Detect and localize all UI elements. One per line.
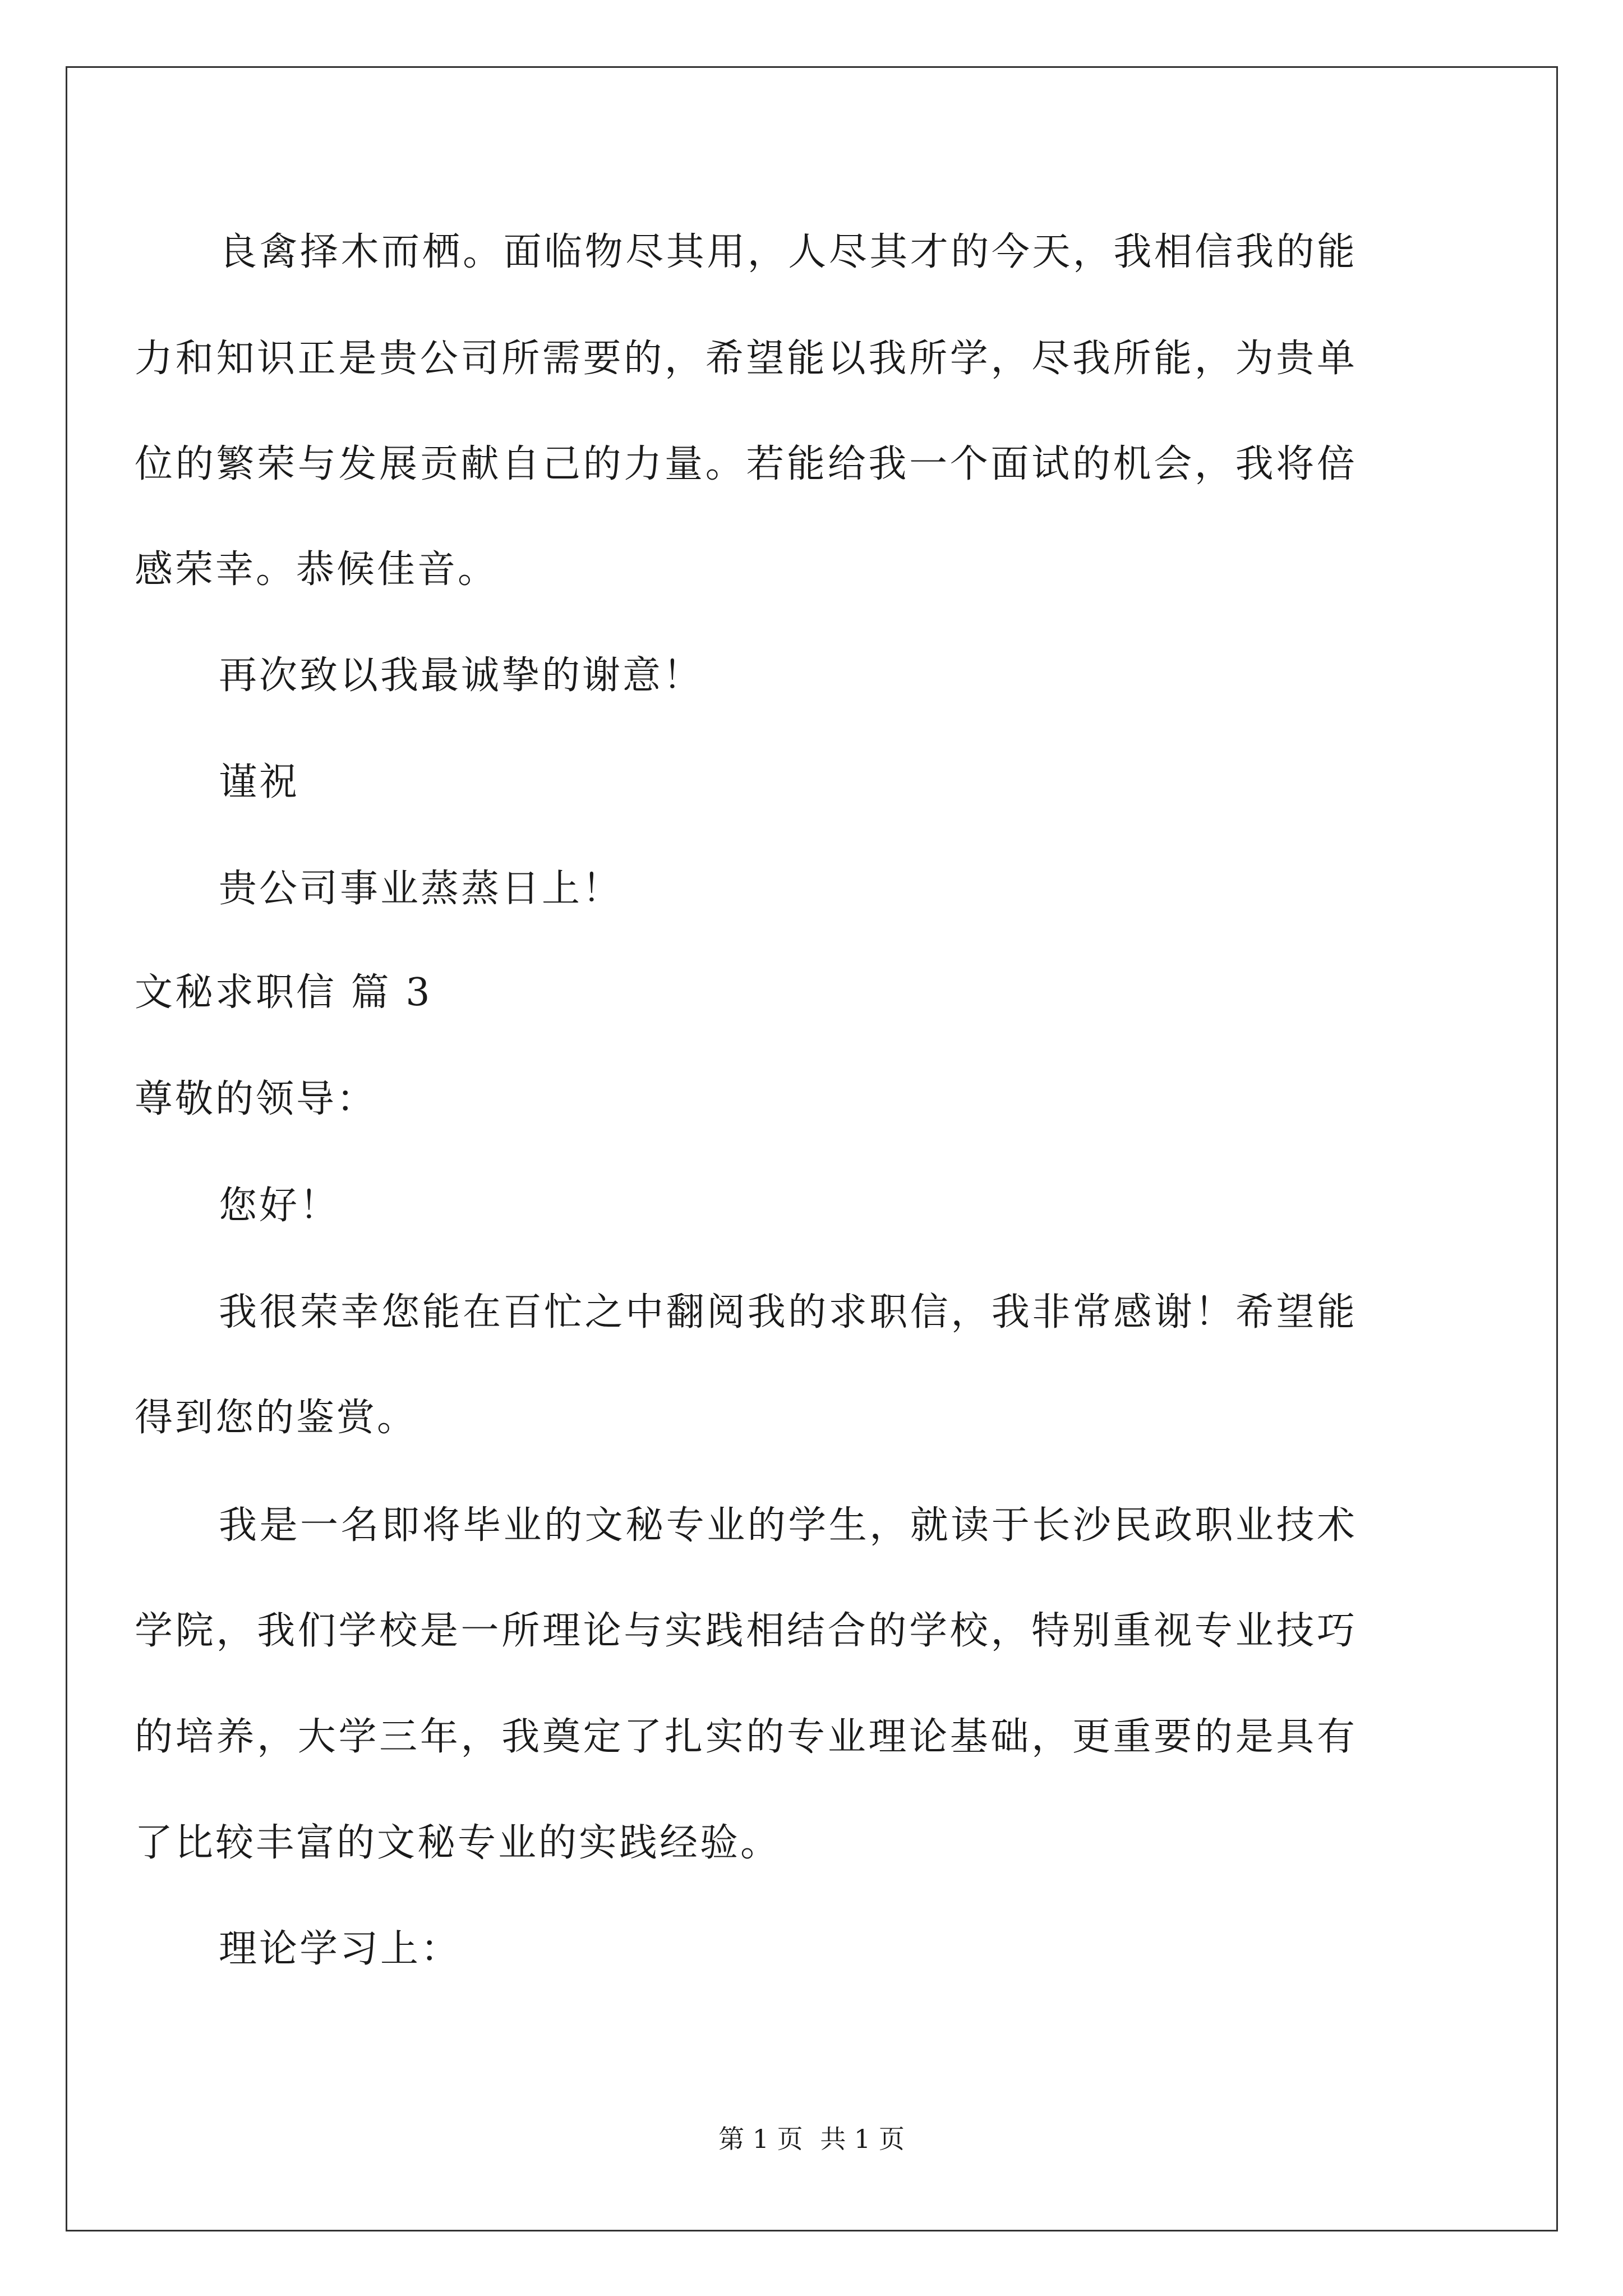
paragraph-line: 了比较丰富的文秘专业的实践经验。 bbox=[135, 1821, 781, 1865]
paragraph-line: 力和知识正是贵公司所需要的，希望能以我所学，尽我所能，为贵单 bbox=[135, 337, 1357, 381]
page-number: 第 1 页 bbox=[718, 2124, 803, 2154]
closing-wish: 贵公司事业蒸蒸日上！ bbox=[219, 867, 623, 911]
page-total: 共 1 页 bbox=[820, 2124, 905, 2154]
paragraph-line: 的培养，大学三年，我奠定了扎实的专业理论基础，更重要的是具有 bbox=[135, 1715, 1357, 1759]
paragraph-line: 我是一名即将毕业的文秘专业的学生，就读于长沙民政职业技术 bbox=[219, 1503, 1357, 1548]
paragraph-line: 良禽择木而栖。面临物尽其用，人尽其才的今天，我相信我的能 bbox=[219, 230, 1357, 274]
closing-salutation: 谨祝 bbox=[219, 760, 300, 804]
section-heading: 文秘求职信 篇 3 bbox=[135, 970, 432, 1015]
paragraph-line: 再次致以我最诚挚的谢意！ bbox=[219, 654, 704, 698]
paragraph-line: 您好！ bbox=[219, 1184, 340, 1228]
paragraph-line: 位的繁荣与发展贡献自己的力量。若能给我一个面试的机会，我将倍 bbox=[135, 442, 1357, 486]
paragraph-line: 我很荣幸您能在百忙之中翻阅我的求职信，我非常感谢！希望能 bbox=[219, 1290, 1357, 1335]
greeting: 尊敬的领导： bbox=[135, 1077, 377, 1121]
paragraph-line: 学院，我们学校是一所理论与实践相结合的学校，特别重视专业技巧 bbox=[135, 1609, 1357, 1653]
paragraph-line: 理论学习上： bbox=[219, 1927, 462, 1971]
paragraph-line: 感荣幸。恭候佳音。 bbox=[135, 547, 499, 592]
page-border bbox=[66, 66, 1558, 2231]
page-footer bbox=[0, 2122, 1623, 2156]
paragraph-line: 得到您的鉴赏。 bbox=[135, 1396, 418, 1440]
